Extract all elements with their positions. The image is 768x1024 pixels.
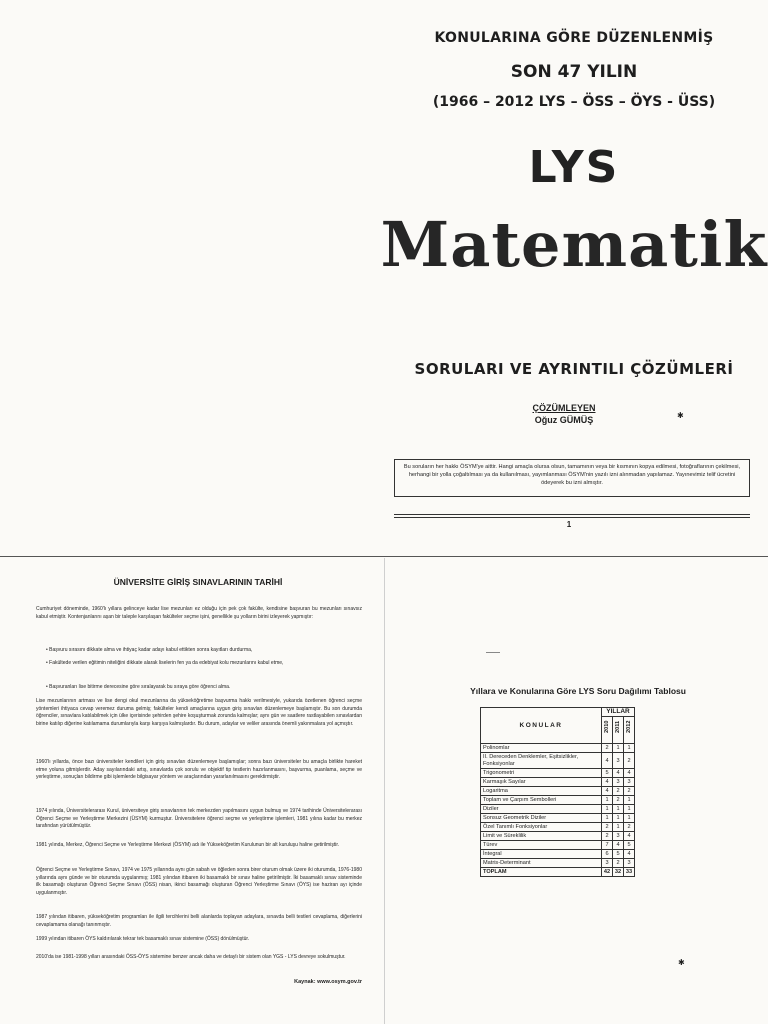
topic-cell: Matris-Determinant (481, 859, 602, 868)
divider (394, 514, 750, 515)
value-cell: 2 (613, 859, 624, 868)
history-bullet: • Başvuranları lise bitirme derecesine göre sıralayarak bu sıraya göre öğrenci alma. (46, 684, 231, 690)
topic-cell: Türev (481, 841, 602, 850)
history-paragraph: 1987 yılından itibaren, yükseköğretim programları ile ilgili tercihlerini belli alanlarda toplayan adaylara, sınavda belli testleri cevaplama, diğerlerini cevaplamama olanağı tanınmıştır. (36, 914, 362, 928)
value-cell: 2 (602, 832, 613, 841)
value-cell: 2 (613, 796, 624, 805)
table-row (481, 841, 635, 850)
asterisk-mark-icon: ✱ (678, 958, 685, 967)
history-paragraph: 1974 yılında, Üniversitelerarası Kurul, üniversiteye giriş sınavlarının tek merkezden yapılmasını uygun bulmuş ve 1974 tarihinde Üniversitelerarası Öğrenci Seçme ve Yerleştirme Merkezini (ÜSYM) kurmuştur. Üniversitelere öğrenci seçme ve yerleştirme işlemleri, 1981 yılına kadar bu merkez tarafından yürütülmüştür. (36, 808, 362, 830)
topics-header: KONULAR (481, 708, 602, 744)
topic-cell: Diziler (481, 805, 602, 814)
cover-header-line3: (1966 – 2012 LYS – ÖSS – ÖYS - ÜSS) (432, 94, 716, 110)
value-cell: 1 (602, 814, 613, 823)
divider (486, 652, 500, 653)
table-row (481, 744, 635, 753)
value-cell: 1 (602, 805, 613, 814)
topic-cell: Limit ve Süreklilik (481, 832, 602, 841)
distribution-page (388, 560, 768, 1020)
value-cell: 7 (602, 841, 613, 850)
value-cell: 1 (613, 814, 624, 823)
scan-divider (0, 556, 768, 557)
value-cell: 4 (602, 787, 613, 796)
asterisk-mark-icon: ✱ (677, 411, 684, 420)
topic-cell: Karmaşık Sayılar (481, 778, 602, 787)
value-cell: 2 (624, 753, 635, 769)
value-cell: 4 (624, 769, 635, 778)
topic-cell: Toplam ve Çarpım Sembolleri (481, 796, 602, 805)
total-cell: 32 (613, 868, 624, 877)
value-cell: 4 (602, 778, 613, 787)
value-cell: 5 (624, 841, 635, 850)
value-cell: 1 (613, 805, 624, 814)
history-paragraph: 2010'da ise 1981-1998 yılları arasındaki ÖSS-ÖYS sistemine benzer ancak daha ve detaylı bir sistem olan YGS - LYS devreye sokulmuştur. (36, 954, 346, 960)
value-cell: 1 (624, 744, 635, 753)
history-paragraph: 1999 yılından itibaren ÖYS kaldırılarak tekrar tek basamaklı sınav sistemine (ÖSS) dönülmüştür. (36, 936, 250, 942)
history-paragraph: Cumhuriyet döneminde, 1960'lı yıllara gelinceye kadar lise mezunları ez olduğu için pek çok fakülte, kendisine başvuran bu mezunları sınavsız kabul etmiştir. Kontenjanlarını aşan bir taleple karşılaşan fakülteler seçme işini, genellikle şu yolların birini izleyerek yapmıştır: (36, 606, 362, 620)
topic-cell: II. Dereceden Denklemler, Eşitsizlikler, Fonksiyonlar (481, 753, 602, 769)
year-header-cell: 2011 (613, 717, 624, 744)
table-row (481, 859, 635, 868)
cover-header-line2: SON 47 YILIN (510, 62, 638, 82)
cover-header-line1: KONULARINA GÖRE DÜZENLENMİŞ (434, 30, 714, 46)
history-title: ÜNİVERSİTE GİRİŞ SINAVLARININ TARİHİ (113, 577, 283, 587)
value-cell: 3 (602, 859, 613, 868)
history-page (28, 560, 368, 1020)
value-cell: 4 (602, 753, 613, 769)
table-row (481, 787, 635, 796)
history-paragraph: Öğrenci Seçme ve Yerleştirme Sınavı, 1974 ve 1975 yıllarında aynı gün sabah ve öğleden sonra birer oturum olmak üzere iki oturumda, 1976-1980 yıllarında aynı günde ve bir oturumda uygulanmış; 1981 yılından itibaren iki basamaklı bir sınav haline getirilmiştir. İki basamaklı sınav sisteminde ilk basamağı oluşturan Öğrenci Seçme Sınavı (ÖSS) nisan, ikinci basamağı oluşturan Öğrenci Yerleştirme Sınavı (ÖYS) ise haziran ayı içinde uygulanmıştır. (36, 867, 362, 896)
table-row (481, 814, 635, 823)
distribution-table (480, 707, 635, 877)
value-cell: 3 (613, 778, 624, 787)
table-row (481, 832, 635, 841)
divider (394, 517, 750, 518)
value-cell: 1 (613, 744, 624, 753)
value-cell: 1 (613, 823, 624, 832)
value-cell: 4 (624, 832, 635, 841)
total-cell: 42 (602, 868, 613, 877)
value-cell: 1 (602, 796, 613, 805)
copyright-notice: Bu soruların her hakkı ÖSYM'ye aittir. Hangi amaçla olursa olsun, tamamının veya bir kısmının kopya edilmesi, fotoğraflarının çekilmesi, herhangi bir yolla çoğaltılması ya da kullanılması, yayımlanması ÖSYM'nin yazılı izni alınmadan yapılamaz. Yayınevimiz telif ücretini ödeyerek bu izni almıştır. (394, 459, 750, 497)
value-cell: 2 (613, 787, 624, 796)
source-line: Kaynak: www.osym.gov.tr (294, 979, 362, 985)
value-cell: 2 (624, 823, 635, 832)
years-header: YILLAR (602, 708, 635, 717)
author-label: ÇÖZÜMLEYEN (532, 403, 596, 413)
value-cell: 4 (613, 841, 624, 850)
value-cell: 5 (602, 769, 613, 778)
topic-cell: Trigonometri (481, 769, 602, 778)
cover-subtitle: SORULARI VE AYRINTILI ÇÖZÜMLERİ (414, 360, 734, 378)
total-row (481, 868, 635, 877)
topic-cell: Polinomlar (481, 744, 602, 753)
history-paragraph: 1960'lı yıllarda, önce bazı üniversiteler kendileri için giriş sınavları düzenlemeye başlamışlar; sonra bazı üniversiteler bu amaçla birlikte hareket etme yoluna gitmişlerdir. Aday sayılarındaki artış, sınavlarda çok sorulu ve objektif tip testlerin hazırlanmasını, başvurma, puanlama, seçme ve yerleştirme, sonuçları bildirme gibi işlemlerde bilgisayar yöntem ve araçlarından yararlanılmasını gerektirmiştir. (36, 759, 362, 781)
topic-cell: Logaritma (481, 787, 602, 796)
value-cell: 3 (624, 778, 635, 787)
topic-cell: İntegral (481, 850, 602, 859)
topic-cell: Sonsuz Geometrik Diziler (481, 814, 602, 823)
value-cell: 2 (602, 744, 613, 753)
history-bullet: • Başvuru sırasını dikkate alma ve ihtiyaç kadar adayı kabul ettikten sonra kayıtları durdurma, (46, 647, 253, 653)
distribution-title: Yıllara ve Konularına Göre LYS Soru Dağılımı Tablosu (470, 686, 686, 696)
value-cell: 6 (602, 850, 613, 859)
value-cell: 3 (613, 753, 624, 769)
table-row (481, 778, 635, 787)
cover-title-matematik: Matematik (380, 208, 768, 281)
year-header-cell: 2010 (602, 717, 613, 744)
value-cell: 2 (624, 787, 635, 796)
total-cell: 33 (624, 868, 635, 877)
topic-cell: Özel Tanımlı Fonksiyonlar (481, 823, 602, 832)
table-row (481, 796, 635, 805)
value-cell: 3 (613, 832, 624, 841)
total-label: TOPLAM (481, 868, 602, 877)
value-cell: 3 (624, 859, 635, 868)
value-cell: 1 (624, 805, 635, 814)
value-cell: 1 (624, 796, 635, 805)
year-header-cell: 2012 (624, 717, 635, 744)
table-row (481, 769, 635, 778)
cover-page (380, 0, 768, 540)
history-paragraph: 1981 yılında, Merkez, Öğrenci Seçme ve Yerleştirme Merkezi (ÖSYM) adı ile Yükseköğretim Kurulunun bir alt kuruluşu haline getirilmiştir. (36, 842, 340, 848)
value-cell: 4 (624, 850, 635, 859)
table-row (481, 823, 635, 832)
table-row (481, 850, 635, 859)
page-gutter (384, 558, 385, 1024)
value-cell: 2 (602, 823, 613, 832)
page-number: 1 (566, 520, 572, 529)
history-bullet: • Fakültede verilen eğitimin niteliğini dikkate alarak liselerin fen ya da edebiyat kolu mezunlarını kabul etme, (46, 660, 284, 666)
author-name: Oğuz GÜMÜŞ (534, 415, 594, 425)
table-row (481, 805, 635, 814)
cover-title-lys: LYS (528, 142, 620, 193)
value-cell: 1 (624, 814, 635, 823)
history-paragraph: Lise mezunlarının artması ve lise dengi okul mezunlarına da yükseköğretime başvurma hakkı verilmesiyle, yukarıda özetlenen öğrenci seçme yöntemleri ihtiyaca cevap veremez duruma gelmiş; fakülteler kendi amaçlarına uygun giriş sınavları düzenlemeye başlamıştır. Bu son durumda öğrenciler, sınavlara katılabilmek için ülke içerisinde şehirden şehire koşuşturmak zorunda kalmışlar; aynı gün ve saatlere rastlayabilen sınavlardan birine katılıp diğerine katılamama durumlarıyla karşı karşıya kalmışlardır. Bu durum, adaylar ve veliler arasında önemli yakınmalara yol açmıştır. (36, 698, 362, 727)
value-cell: 5 (613, 850, 624, 859)
value-cell: 4 (613, 769, 624, 778)
table-row (481, 753, 635, 769)
